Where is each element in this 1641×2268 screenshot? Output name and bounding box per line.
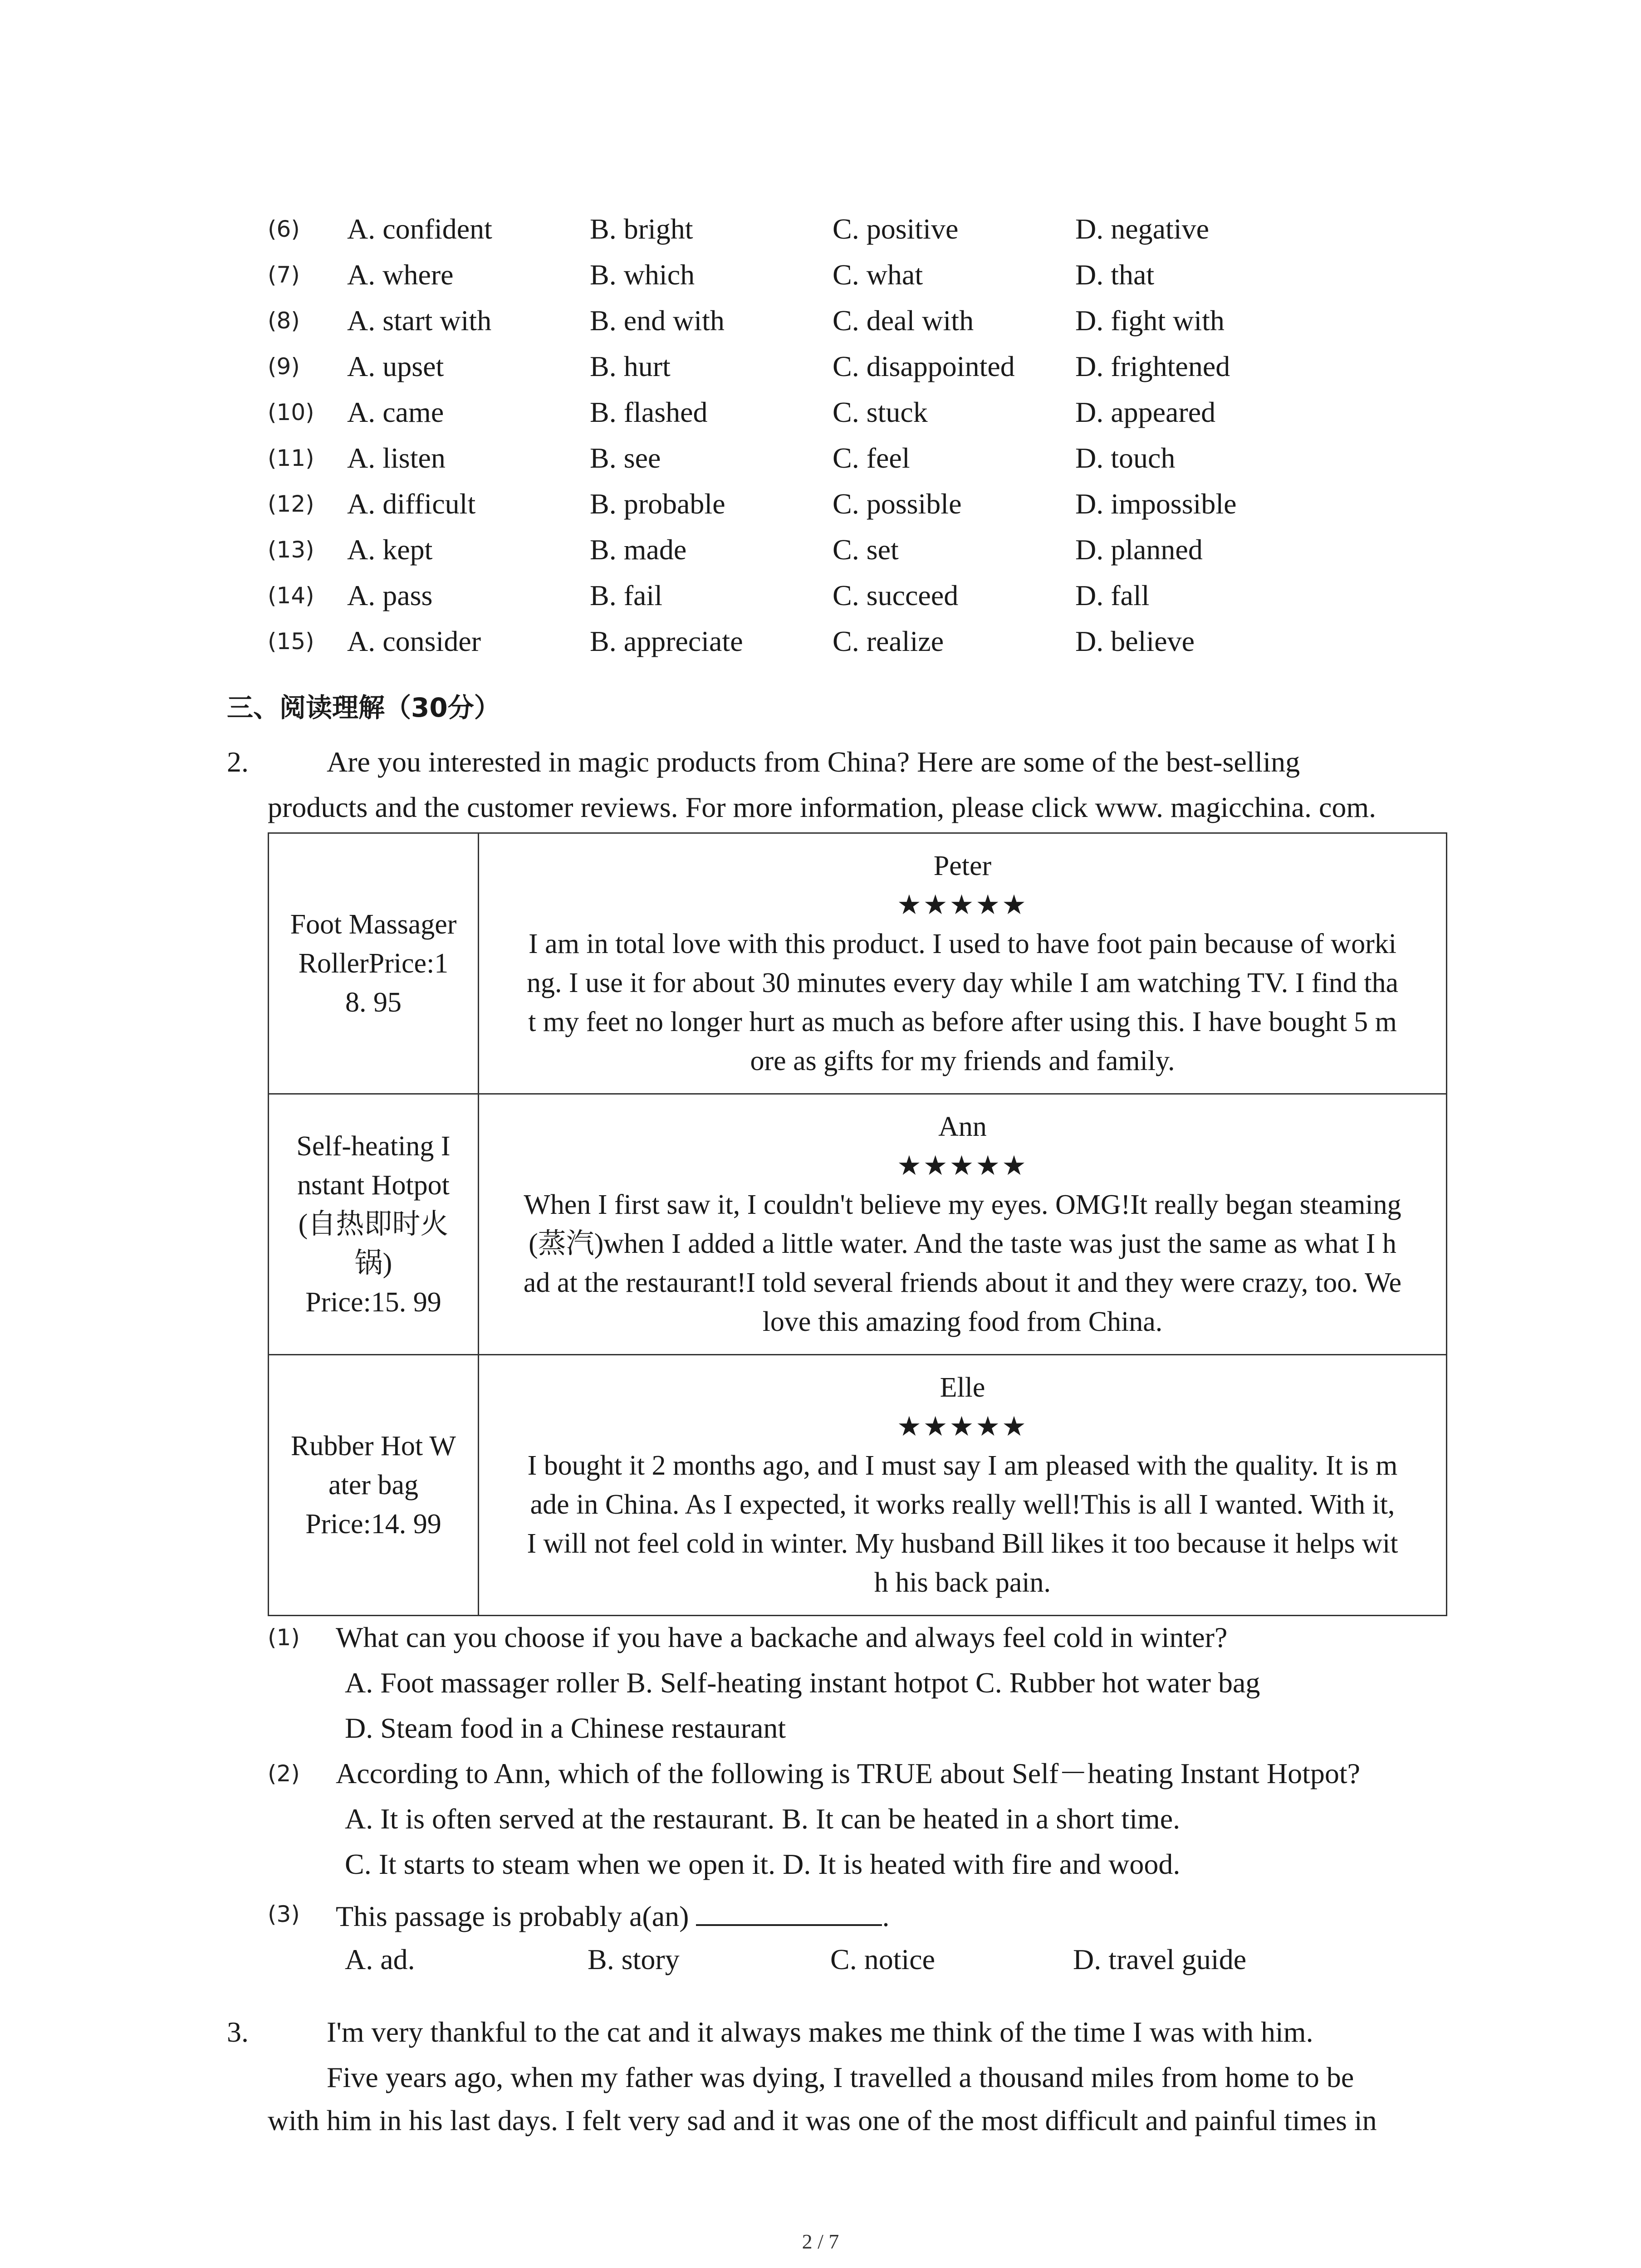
review-line: t my feet no longer hurt as much as before after using this. I have bought 5 m — [528, 1007, 1397, 1037]
sub-question-3-stem — [336, 1896, 889, 1935]
sub-question-3-number: (3) — [268, 1901, 300, 1927]
option-choice-b: B. probable — [590, 488, 725, 520]
option-row — [268, 252, 1493, 298]
option-choice-c: C. realize — [833, 625, 944, 657]
option-choice-c: C. disappointed — [833, 350, 1015, 382]
reviewer-name: Peter — [933, 850, 992, 881]
option-choice-a: A. listen — [347, 442, 446, 474]
option-choice-d: D. appeared — [1075, 396, 1216, 428]
option-choice-b: B. which — [590, 259, 695, 291]
option-choice-a: A. confident — [347, 213, 492, 245]
option-row — [268, 298, 1493, 343]
product-line: Price:15. 99 — [305, 1287, 441, 1318]
option-choice-b: B. flashed — [590, 396, 708, 428]
option-choice-d: D. frightened — [1075, 350, 1230, 382]
sub-question-1-number: (1) — [268, 1624, 300, 1651]
option-choice-b: B. fail — [590, 579, 662, 611]
option-choice-b: B. end with — [590, 304, 725, 337]
review-line: ng. I use it for about 30 minutes every day while I am watching TV. I find tha — [526, 968, 1398, 998]
option-choice-a: A. pass — [347, 579, 433, 611]
option-choice-d: D. that — [1075, 259, 1155, 291]
option-row — [268, 573, 1493, 618]
sub-question-1-text: What can you choose if you have a backache and always feel cold in winter? — [336, 1621, 1228, 1653]
product-line: Self-heating I — [296, 1131, 451, 1162]
product-row — [269, 1094, 1447, 1355]
sub-question-3-option-d: D. travel guide — [1073, 1943, 1247, 1975]
option-choice-d: D. fight with — [1075, 304, 1225, 337]
option-choice-c: C. deal with — [833, 304, 974, 337]
option-row — [268, 527, 1493, 572]
review-line: When I first saw it, I couldn't believe my eyes. OMG!It really began steaming — [524, 1189, 1401, 1220]
question-3-line1: I'm very thankful to the cat and it always makes me think of the time I was with him. — [327, 2016, 1313, 2048]
sub-question-1-options-line2: D. Steam food in a Chinese restaurant — [345, 1712, 786, 1744]
sub-question-2-options-line1: A. It is often served at the restaurant. B. It can be heated in a short time. — [345, 1803, 1181, 1835]
sub-question-2-number: (2) — [268, 1760, 300, 1787]
option-choice-a: A. kept — [347, 533, 433, 566]
product-line: ater bag — [328, 1470, 418, 1501]
option-row-number: (6) — [268, 216, 300, 242]
star-rating-icon: ★★★★★ — [897, 1411, 1028, 1442]
option-choice-b: B. appreciate — [590, 625, 743, 657]
review-line: (蒸汽)when I added a little water. And the taste was just the same as what I h — [529, 1228, 1396, 1259]
review-line: love this amazing food from China. — [762, 1306, 1163, 1337]
review-line: ore as gifts for my friends and family. — [750, 1046, 1175, 1076]
option-choice-b: B. made — [590, 533, 687, 566]
option-choice-a: A. consider — [347, 625, 481, 657]
option-choice-a: A. came — [347, 396, 444, 428]
option-choice-d: D. believe — [1075, 625, 1195, 657]
option-row — [268, 206, 1493, 252]
option-choice-d: D. planned — [1075, 533, 1203, 566]
option-choice-d: D. touch — [1075, 442, 1176, 474]
sub-question-3-period: . — [882, 1900, 890, 1932]
review-cell — [479, 1355, 1447, 1616]
product-line: 8. 95 — [345, 987, 402, 1018]
option-row-number: (13) — [268, 537, 314, 563]
question-2-number: 2. — [227, 746, 249, 778]
option-row — [268, 481, 1493, 527]
option-row — [268, 619, 1493, 664]
option-row-number: (11) — [268, 445, 314, 471]
sub-question-2-options-line2: C. It starts to steam when we open it. D. It is heated with fire and wood. — [345, 1848, 1181, 1880]
option-choice-d: D. fall — [1075, 579, 1150, 611]
option-row-number: (10) — [268, 399, 314, 425]
option-row-number: (9) — [268, 353, 300, 380]
review-cell — [479, 833, 1447, 1094]
option-choice-a: A. where — [347, 259, 454, 291]
section-heading: 三、阅读理解（30分） — [227, 692, 500, 723]
sub-question-2-text: According to Ann, which of the following is TRUE about Self－heating Instant Hotpot? — [336, 1757, 1361, 1789]
product-cell — [269, 833, 479, 1094]
option-choice-c: C. what — [833, 259, 923, 291]
question-2-intro-line1: Are you interested in magic products from China? Here are some of the best-selling — [327, 746, 1300, 778]
option-choice-d: D. negative — [1075, 213, 1209, 245]
question-3-number: 3. — [227, 2016, 249, 2048]
option-choice-b: B. see — [590, 442, 661, 474]
review-line: I am in total love with this product. I used to have foot pain because of worki — [529, 929, 1396, 959]
option-row-number: (15) — [268, 628, 314, 655]
star-rating-icon: ★★★★★ — [897, 1150, 1028, 1182]
review-line: ad at the restaurant!I told several friends about it and they were crazy, too. We — [523, 1267, 1402, 1298]
option-choice-c: C. stuck — [833, 396, 928, 428]
option-choice-c: C. possible — [833, 488, 962, 520]
option-choice-a: A. difficult — [347, 488, 476, 520]
option-row-number: (12) — [268, 491, 314, 517]
review-cell — [479, 1094, 1447, 1355]
product-cell — [269, 1355, 479, 1616]
product-line: RollerPrice:1 — [298, 948, 449, 979]
option-choice-c: C. succeed — [833, 579, 959, 611]
page-number: 2 / 7 — [802, 2230, 839, 2253]
option-row — [268, 344, 1493, 389]
product-row — [269, 833, 1447, 1094]
question-3-line3: with him in his last days. I felt very sad and it was one of the most difficult and painful times in — [268, 2104, 1377, 2136]
option-choice-a: A. upset — [347, 350, 444, 382]
sub-question-3-option-a: A. ad. — [345, 1943, 415, 1975]
option-choice-d: D. impossible — [1075, 488, 1237, 520]
option-choice-c: C. set — [833, 533, 899, 566]
review-line: ade in China. As I expected, it works really well!This is all I wanted. With it, — [530, 1489, 1395, 1520]
review-line: I bought it 2 months ago, and I must say I am pleased with the quality. It is m — [527, 1450, 1398, 1481]
option-row-number: (7) — [268, 262, 300, 288]
option-choice-b: B. hurt — [590, 350, 671, 382]
sub-question-3-option-c: C. notice — [830, 1943, 936, 1975]
sub-question-1-options-line1: A. Foot massager roller B. Self-heating instant hotpot C. Rubber hot water bag — [345, 1667, 1260, 1699]
product-row — [269, 1355, 1447, 1616]
sub-question-3-text: This passage is probably a(an) — [336, 1900, 689, 1932]
product-line: Price:14. 99 — [305, 1509, 441, 1540]
product-cell — [269, 1094, 479, 1355]
option-row-number: (14) — [268, 582, 314, 609]
product-line: 锅) — [354, 1248, 392, 1279]
product-line: Foot Massager — [290, 909, 457, 940]
sub-question-3-option-b: B. story — [588, 1943, 680, 1975]
question-2-intro-line2: products and the customer reviews. For more information, please click www. magicchina. com. — [268, 791, 1376, 823]
option-row-number: (8) — [268, 308, 300, 334]
option-choice-b: B. bright — [590, 213, 693, 245]
reviewer-name: Elle — [940, 1372, 985, 1403]
star-rating-icon: ★★★★★ — [897, 889, 1028, 921]
products-review-table — [268, 832, 1447, 1616]
question-3-line2: Five years ago, when my father was dying, I travelled a thousand miles from home to be — [327, 2061, 1354, 2093]
reviewer-name: Ann — [938, 1111, 987, 1142]
product-line: (自热即时火 — [298, 1209, 449, 1240]
review-line: h his back pain. — [874, 1567, 1051, 1598]
option-row — [268, 390, 1493, 435]
review-line: I will not feel cold in winter. My husband Bill likes it too because it helps wit — [527, 1528, 1398, 1559]
option-choice-c: C. feel — [833, 442, 910, 474]
option-choice-a: A. start with — [347, 304, 492, 337]
product-line: nstant Hotpot — [297, 1170, 450, 1201]
product-line: Rubber Hot W — [291, 1431, 456, 1461]
answer-blank — [696, 1896, 882, 1926]
option-row — [268, 435, 1493, 481]
option-choice-c: C. positive — [833, 213, 959, 245]
